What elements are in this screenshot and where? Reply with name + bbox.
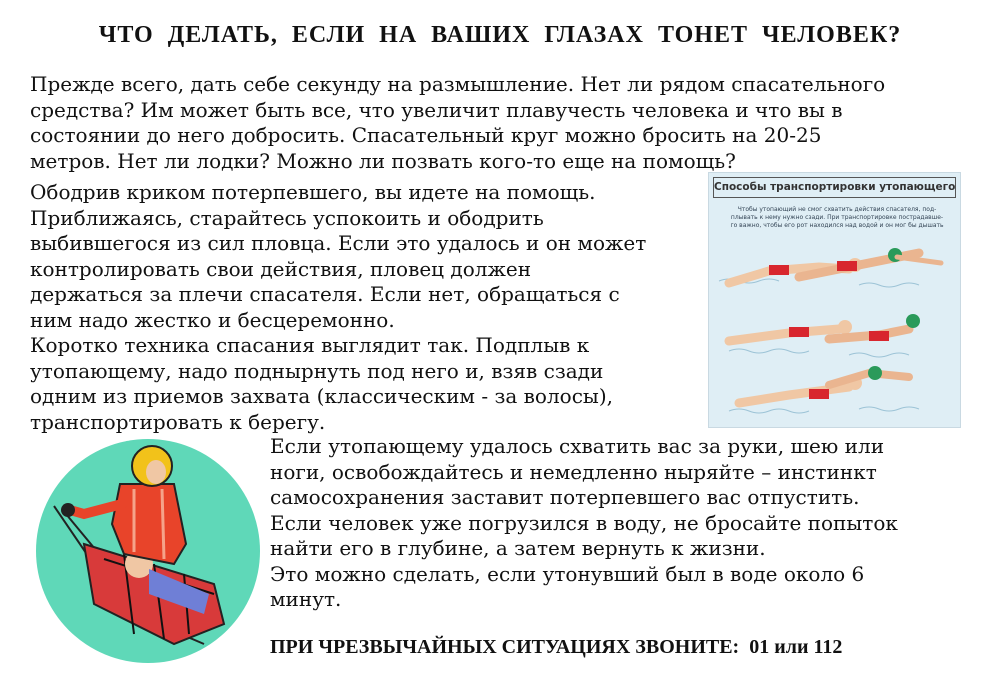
caption-line: Чтобы утопающий не смог схватить действия спасателя, под- bbox=[737, 206, 937, 213]
transport-methods-poster bbox=[708, 172, 961, 428]
page-title: ЧТО ДЕЛАТЬ, ЕСЛИ НА ВАШИХ ГЛАЗАХ ТОНЕТ ЧЕЛОВЕК? bbox=[98, 22, 902, 48]
text-line: выбившегося из сил пловца. Если это удалось и он может bbox=[30, 231, 647, 255]
text-line: ноги, освобождайтесь и немедленно ныряйте – инстинкт bbox=[270, 459, 877, 484]
paragraph-self-release bbox=[270, 434, 898, 613]
rescuer-illustration bbox=[24, 434, 264, 664]
swimmer-pair-3 bbox=[739, 366, 909, 403]
caption-line: го важно, чтобы его рот находился над водой и он мог бы дышать bbox=[730, 222, 944, 229]
text-line: Приближаясь, старайтесь успокоить и ободрить bbox=[30, 205, 544, 230]
text-line: ним надо жестко и бесцеремонно. bbox=[30, 307, 395, 332]
swimmers-illustration bbox=[709, 173, 960, 427]
caption-line: плывать к нему нужно сзади. При транспортировке пострадавше- bbox=[730, 214, 944, 221]
swimmer-pair-1 bbox=[729, 248, 941, 283]
text-line: найти его в глубине, а затем вернуть к жизни. bbox=[270, 536, 766, 560]
paragraph-intro bbox=[30, 72, 885, 174]
swimmer-pair-2 bbox=[729, 314, 920, 341]
paragraph-rescue-technique bbox=[30, 180, 646, 435]
emergency-phone-notice: ПРИ ЧРЕЗВЫЧАЙНЫХ СИТУАЦИЯХ ЗВОНИТЕ: 01 или 112 bbox=[270, 636, 843, 658]
text-line: транспортировать к берегу. bbox=[30, 409, 326, 434]
text-line: утопающему, надо поднырнуть под него и, взяв сзади bbox=[30, 358, 604, 383]
text-line: одним из приемов захвата (классическим - за волосы), bbox=[30, 384, 613, 408]
text-line: самосохранения заставит потерпевшего вас отпустить. bbox=[270, 485, 860, 509]
text-line: Коротко техника спасания выглядит так. Подплыв к bbox=[30, 333, 590, 357]
text-line: Прежде всего, дать себе секунду на размышление. Нет ли рядом спасательного bbox=[30, 72, 886, 96]
text-line: Если утопающему удалось схватить вас за руки, шею или bbox=[270, 434, 885, 458]
text-line: Если человек уже погрузился в воду, не бросайте попыток bbox=[270, 510, 898, 535]
text-line: средства? Им может быть все, что увеличит плавучесть человека и что вы в bbox=[30, 97, 843, 122]
text-line: состоянии до него добросить. Спасательный круг можно бросить на 20-25 bbox=[30, 123, 822, 147]
text-line: контролировать свои действия, пловец должен bbox=[30, 256, 532, 281]
text-line: Ободрив криком потерпевшего, вы идете на помощь. bbox=[30, 180, 596, 204]
text-line: метров. Нет ли лодки? Можно ли позвать кого-то еще на помощь? bbox=[30, 148, 736, 173]
text-line: минут. bbox=[270, 587, 342, 611]
text-line: держаться за плечи спасателя. Если нет, обращаться с bbox=[30, 282, 620, 306]
text-line: Это можно сделать, если утонувший был в воде около 6 bbox=[270, 561, 865, 586]
poster-title: Способы транспортировки утопающего bbox=[713, 177, 956, 198]
